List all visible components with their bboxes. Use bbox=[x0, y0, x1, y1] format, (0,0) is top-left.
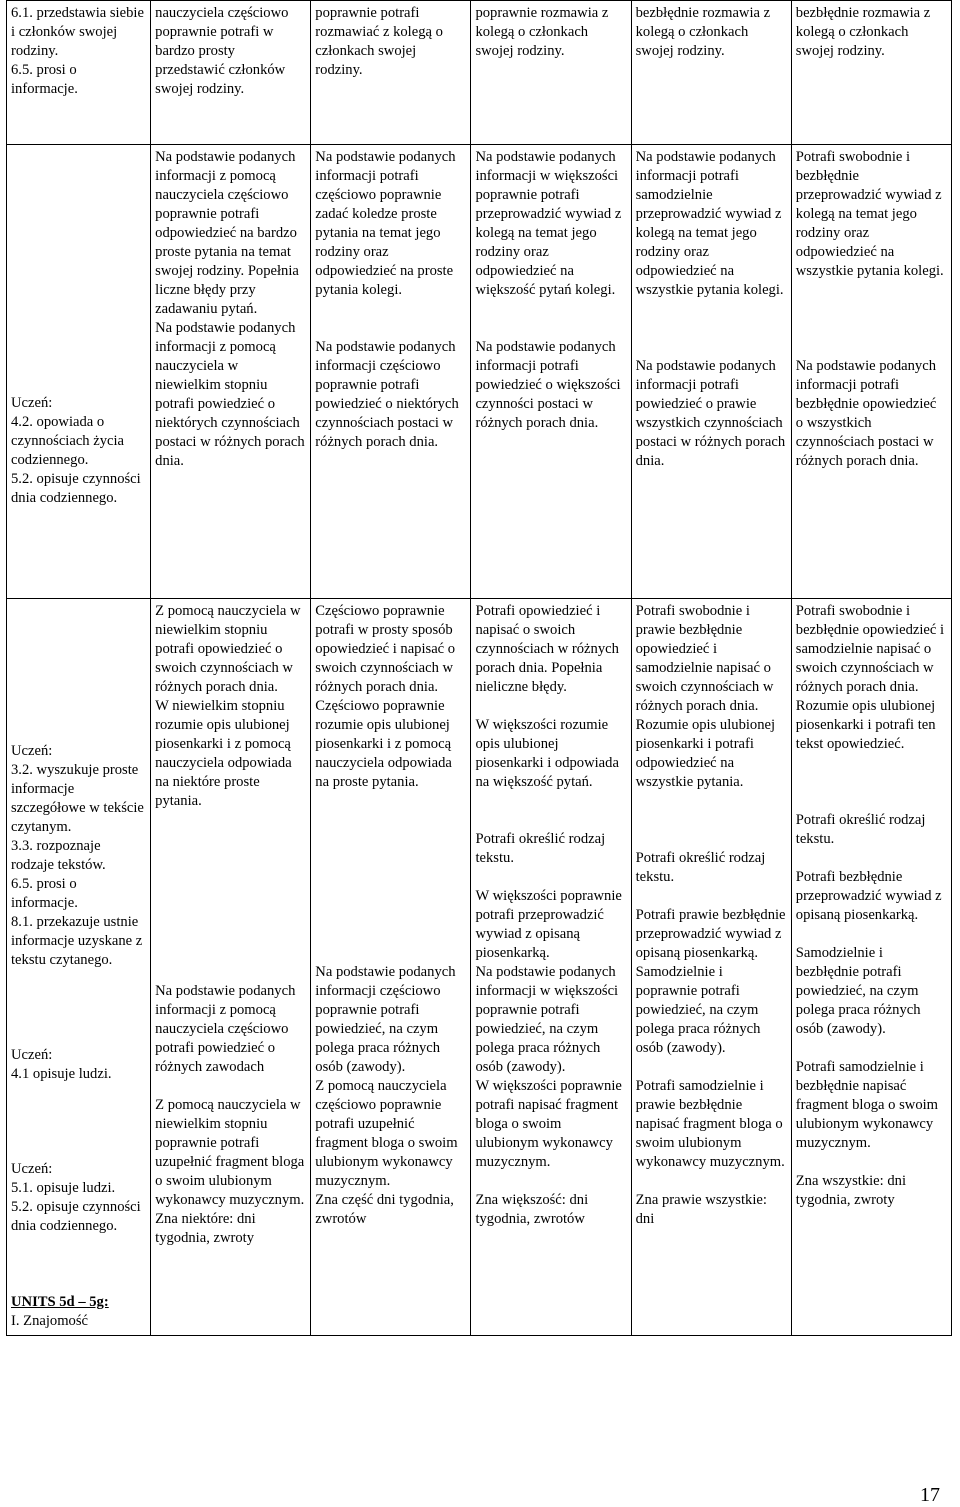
cell-text: Na podstawie podanych informacji w większości poprawnie potrafi przeprowadzić wywiad z kolegą na temat jego rodziny oraz odpowiedzieć na większość pytań kolegi. bbox=[475, 149, 622, 298]
cell-text: Potrafi bezbłędnie przeprowadzić wywiad z opisaną piosenkarką. bbox=[795, 869, 942, 923]
cell-text: Z pomocą nauczyciela w niewielkim stopniu poprawnie potrafi uzupełnić fragment bloga o swoim ulubionym wykonawcy muzycznym. Zna niektóre: dni tygodnia, zwroty bbox=[155, 1097, 305, 1246]
table-cell bbox=[151, 1, 311, 145]
cell-text: Uczeń: 5.1. opisuje ludzi. 5.2. opisuje czynności dnia codziennego. bbox=[11, 1161, 141, 1234]
cell-text: Zna wszystkie: dni tygodnia, zwroty bbox=[795, 1173, 907, 1208]
cell-text: Na podstawie podanych informacji częściowo poprawnie potrafi powiedzieć, na czym polega praca różnych osób (zawody). Z pomocą nauczyciela częściowo poprawnie potrafi uzupełnić fragment bloga o swoim ulubionym wykonawcy muzycznym. Zna część dni tygodnia, zwrotów bbox=[315, 964, 458, 1227]
table-cell bbox=[791, 145, 951, 599]
units-heading: UNITS 5d – 5g: bbox=[11, 1294, 109, 1310]
cell-text: Na podstawie podanych informacji potrafi samodzielnie przeprowadzić wywiad z kolegą na temat jego rodziny oraz odpowiedzieć na wszystkie pytania kolegi. bbox=[635, 149, 784, 298]
cell-text: Na podstawie podanych informacji potrafi bezbłędnie opowiedzieć o wszystkich czynnościach postaci w różnych porach dnia. bbox=[795, 358, 937, 469]
cell-text: W większości poprawnie potrafi przeprowadzić wywiad z opisaną piosenkarką. Na podstawie podanych informacji w większości poprawnie potrafi powiedzieć, na czym polega praca różnych osób (zawody). W większości poprawnie potrafi napisać fragment bloga o swoim ulubionym wykonawcy muzycznym. bbox=[475, 888, 622, 1170]
cell-text: Na podstawie podanych informacji potrafi powiedzieć o prawie wszystkich czynnościach postaci w różnych porach dnia. bbox=[635, 358, 786, 469]
cell-text: Potrafi swobodnie i bezbłędnie przeprowadzić wywiad z kolegą na temat jego rodziny oraz odpowiedzieć na wszystkie pytania kolegi. bbox=[795, 149, 944, 279]
table-cell bbox=[631, 1, 791, 145]
cell-text: Uczeń: 4.2. opowiada o czynnościach życia codziennego. 5.2. opisuje czynności dnia codziennego. bbox=[11, 395, 141, 506]
assessment-criteria-table bbox=[6, 0, 952, 1336]
table-row bbox=[7, 1, 952, 145]
table-cell bbox=[471, 1, 631, 145]
cell-text: Zna prawie wszystkie: dni bbox=[635, 1192, 767, 1227]
cell-text: Potrafi swobodnie i prawie bezbłędnie opowiedzieć i samodzielnie napisać o swoich czynnościach w różnych porach dnia. Rozumie opis ulubionej piosenkarki i potrafi odpowiedzieć na wszystkie pytania. bbox=[635, 603, 776, 790]
table-cell bbox=[791, 599, 951, 1336]
cell-text: Na podstawie podanych informacji potrafi powiedzieć o większości czynności postaci w różnych porach dnia. bbox=[475, 339, 621, 431]
cell-text: Na podstawie podanych informacji potrafi częściowo poprawnie zadać koledze proste pytania na temat jego rodziny oraz odpowiedzieć na proste pytania kolegi. bbox=[315, 149, 456, 298]
table-cell bbox=[471, 599, 631, 1336]
table-row bbox=[7, 145, 952, 599]
cell-text: 6.1. przedstawia siebie i członków swojej rodziny. 6.5. prosi o informacje. bbox=[11, 5, 144, 97]
cell-text: Samodzielnie i bezbłędnie potrafi powiedzieć, na czym polega praca różnych osób (zawody). bbox=[795, 945, 921, 1037]
cell-text: nauczyciela częściowo poprawnie potrafi w bardzo prosty przedstawić członków swojej rodziny. bbox=[155, 5, 289, 97]
table-cell bbox=[311, 1, 471, 145]
cell-text: bezbłędnie rozmawia z kolegą o członkach swojej rodziny. bbox=[795, 5, 931, 59]
cell-text: Potrafi określić rodzaj tekstu. bbox=[475, 831, 606, 866]
cell-text: Potrafi opowiedzieć i napisać o swoich czynnościach w różnych porach dnia. Popełnia nieliczne błędy. bbox=[475, 603, 619, 695]
table-cell bbox=[151, 145, 311, 599]
table-cell bbox=[7, 145, 151, 599]
cell-text: Na podstawie podanych informacji częściowo poprawnie potrafi powiedzieć o niektórych czynnościach postaci w różnych porach dnia. bbox=[315, 339, 459, 450]
cell-text: Na podstawie podanych informacji z pomocą nauczyciela częściowo poprawnie potrafi odpowiedzieć na bardzo proste pytania na temat swojej rodziny. Popełnia liczne błędy przy zadawaniu pytań. bbox=[155, 149, 299, 317]
cell-text: Częściowo poprawnie potrafi w prosty sposób opowiedzieć i napisać o swoich czynnościach w różnych porach dnia. Częściowo poprawnie rozumie opis ulubionej piosenkarki i z pomocą nauczyciela odpowiada na proste pytania. bbox=[315, 603, 456, 790]
table-cell bbox=[471, 145, 631, 599]
cell-text: Potrafi samodzielnie i bezbłędnie napisać fragment bloga o swoim ulubionym wykonawcy muzycznym. bbox=[795, 1059, 939, 1151]
page-number: 17 bbox=[920, 1484, 940, 1506]
cell-text: Potrafi określić rodzaj tekstu. bbox=[795, 812, 926, 847]
table-row bbox=[7, 599, 952, 1336]
cell-text: Zna większość: dni tygodnia, zwrotów bbox=[475, 1192, 589, 1227]
cell-text: Potrafi określić rodzaj tekstu. bbox=[635, 850, 766, 885]
table-cell bbox=[631, 599, 791, 1336]
table-cell bbox=[7, 1, 151, 145]
units-subheading: I. Znajomość bbox=[11, 1313, 89, 1329]
cell-text: poprawnie potrafi rozmawiać z kolegą o członkach swojej rodziny. bbox=[315, 5, 443, 78]
cell-text: poprawnie rozmawia z kolegą o członkach swojej rodziny. bbox=[475, 5, 609, 59]
cell-text: Z pomocą nauczyciela w niewielkim stopniu potrafi opowiedzieć o swoich czynnościach w różnych porach dnia. W niewielkim stopniu rozumie opis ulubionej piosenkarki i z pomocą nauczyciela odpowiada na niektóre proste pytania. bbox=[155, 603, 301, 809]
cell-text: bezbłędnie rozmawia z kolegą o członkach swojej rodziny. bbox=[635, 5, 771, 59]
table-cell bbox=[631, 145, 791, 599]
cell-text: W większości rozumie opis ulubionej piosenkarki i odpowiada na większość pytań. bbox=[475, 717, 619, 790]
cell-text: Uczeń: 3.2. wyszukuje proste informacje szczegółowe w tekście czytanym. 3.3. rozpoznaje rodzaje tekstów. 6.5. prosi o informacje. 8.1. przekazuje ustnie informacje uzyskane z tekstu czytanego. bbox=[11, 743, 144, 968]
table-cell bbox=[7, 599, 151, 1336]
cell-text: Potrafi prawie bezbłędnie przeprowadzić wywiad z opisaną piosenkarką. Samodzielnie i poprawnie potrafi powiedzieć, na czym polega praca różnych osób (zawody). bbox=[635, 907, 786, 1056]
cell-text: Na podstawie podanych informacji z pomocą nauczyciela w niewielkim stopniu potrafi powiedzieć o niektórych czynnościach postaci w różnych porach dnia. bbox=[155, 320, 305, 469]
cell-text: Potrafi swobodnie i bezbłędnie opowiedzieć i samodzielnie napisać o swoich czynnościach w różnych porach dnia. Rozumie opis ulubionej piosenkarki i potrafi ten tekst opowiedzieć. bbox=[795, 603, 945, 752]
table-cell bbox=[791, 1, 951, 145]
cell-text: Na podstawie podanych informacji z pomocą nauczyciela częściowo potrafi powiedzieć o różnych zawodach bbox=[155, 983, 296, 1075]
table-cell bbox=[311, 599, 471, 1336]
cell-text: Uczeń: 4.1 opisuje ludzi. bbox=[11, 1047, 112, 1082]
table-cell bbox=[311, 145, 471, 599]
cell-text: Potrafi samodzielnie i prawie bezbłędnie napisać fragment bloga o swoim ulubionym wykonawcy muzycznym. bbox=[635, 1078, 785, 1170]
table-cell bbox=[151, 599, 311, 1336]
